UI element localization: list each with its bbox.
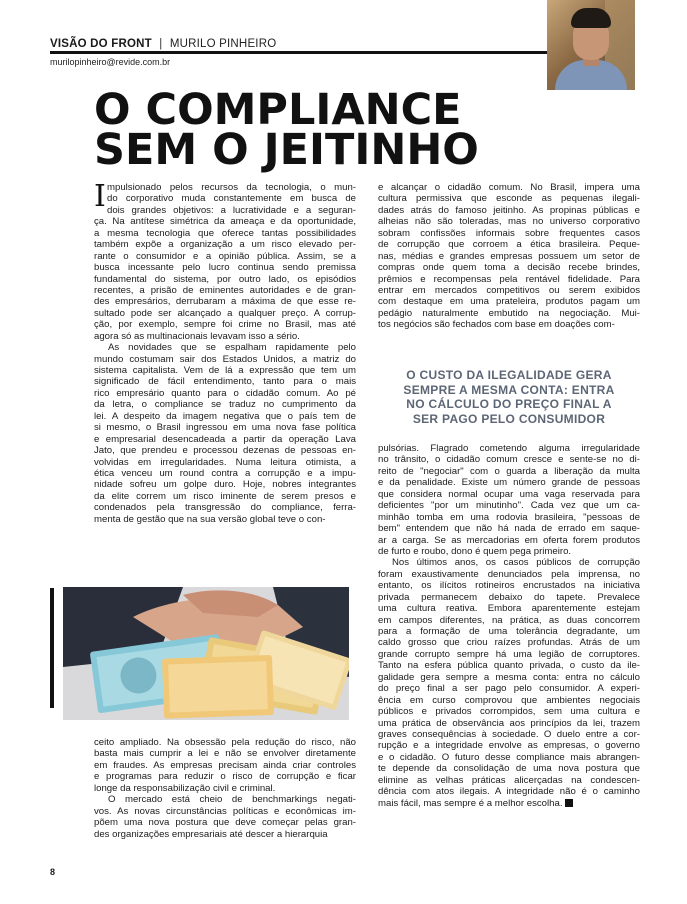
text-line: reito de "negociar" com o guarda a liberação da multa [378, 465, 640, 477]
text-line: nas, médias e grandes empresas possuem um setor de [378, 250, 640, 262]
text-line: em campos diferentes, na prática, as duas concorrem [378, 614, 640, 626]
text-line: da elite correm um risco iminente de serem presos e [94, 490, 356, 502]
body-column-1 [94, 179, 356, 525]
text-line: ção, por exemplo, sempre foi crime no Brasil, mas até [94, 319, 356, 331]
pull-quote [378, 368, 640, 426]
header-separator: | [159, 38, 163, 50]
text-line: nidade sofreu um golpe duro. Hoje, nobres integrantes [94, 479, 356, 491]
text-line: mpulsionado pelos recursos da tecnologia, o mun- [107, 182, 356, 193]
text-line: si mesmo, o Brasil ingressou em uma nova fase política [94, 422, 356, 434]
text-line: vos. As novas circunstâncias políticas e econômicas im- [94, 805, 356, 817]
text-line: pulsórias. Flagrado cometendo alguma irregularidade [378, 443, 640, 454]
text-line: mais fácil, mas sempre é a melhor escolha. [378, 797, 563, 809]
text-line: entrar em mercados competitivos ou serem exibidos [378, 284, 640, 296]
text-line: menta de gestão que na sua versão global teve o con- [94, 513, 326, 525]
body-column-2 [378, 182, 640, 331]
text-line: e da penalidade. Existe um número grande de pessoas [378, 477, 640, 489]
text-line: graves consequências à sociedade. O duelo entre a cor- [378, 728, 640, 740]
pull-quote-line: O CUSTO DA ILEGALIDADE GERA [406, 368, 612, 382]
text-line: Nos últimos anos, os casos públicos de corrupção [392, 557, 640, 569]
text-line: do preço final a ser pago pelo consumidor. A experi- [378, 683, 640, 695]
text-line: sistema capitalista. Vem de lá a expressão que tem um [94, 365, 356, 376]
text-line: lei. A despeito da imagem negativa que o país tem de [94, 410, 356, 422]
end-mark-icon [565, 799, 573, 807]
image-accent-bar [50, 588, 54, 708]
text-line: mundo costumam sair dos Estados Unidos, a matriz do [94, 353, 356, 365]
text-line: que considera normal ocupar uma vaga reservada para [378, 488, 640, 500]
text-line: recentes, a prisão de eminentes autoridades e de gran- [94, 284, 356, 296]
text-line: compras onde quem toma a decisão recebe brindes, [378, 262, 640, 274]
text-line: a mesma tecnologia que oferece tantas possibilidades [94, 227, 356, 239]
text-line: des empresários, derrubaram a máxima de que esse re- [94, 296, 356, 308]
body-column-2-continued [378, 443, 640, 809]
drop-cap: I [94, 179, 106, 214]
body-column-1-continued [94, 737, 356, 840]
text-line: ética venceu um round contra a corrupção e a impu- [94, 467, 356, 479]
pull-quote-line: SER PAGO PELO CONSUMIDOR [412, 411, 606, 426]
text-line: e alcançar o cidadão comum. No Brasil, impera uma [378, 182, 640, 193]
text-line: volvidas em irregularidades. Numa leitura otimista, a [94, 456, 356, 468]
text-line: basta mais cumprir a lei e não se envolver diretamente [94, 748, 356, 760]
text-line: grande corrupto sempre há uma legião de corruptores. [378, 648, 640, 660]
text-line: ência em curso comprovou que ambientes negociais [378, 694, 640, 706]
text-line: públicos e privados corrompidos, sem uma cultura e [378, 706, 640, 718]
text-line: e programas para reduzir o risco de corrupção e ficar [94, 771, 356, 783]
text-line: significado de fácil entendimento, tanto para o mais [94, 376, 356, 388]
text-line: agora só as multinacionais levavam isso a sério. [94, 330, 300, 342]
text-line: foram exaustivamente denunciados pela imprensa, no [378, 568, 640, 580]
text-line: dência com atos ilegais. A integridade não é o caminho [378, 786, 640, 798]
text-line: As novidades que se espalham rapidamente pelo [108, 342, 356, 354]
text-line: busca incessante pelo lucro continua sendo premissa [94, 262, 356, 274]
text-line: caldo grosso que criou raízes profundas. Atrás de um [378, 637, 640, 649]
title-line-2: SEM O JEITINHO [94, 125, 479, 175]
text-line: rico empresário quanto para o cidadão comum. Ao pé [94, 387, 356, 399]
text-line: O mercado está cheio de benchmarkings negati- [108, 794, 356, 806]
text-line: te depende da consolidação de uma nova postura que [378, 763, 640, 775]
text-line: fundamental do sistema, por outro lado, os episódios [94, 273, 356, 285]
text-line: rupção e a integridade envolve as empresas, o governo [378, 740, 640, 752]
pull-quote-line: NO CÁLCULO DO PREÇO FINAL A [406, 397, 612, 411]
text-line: sultado pode ser alcançado a qualquer preço. A corrup- [94, 307, 356, 319]
page-number: 8 [50, 867, 56, 877]
text-line: condenados pela transgressão do compliance, ferra- [94, 502, 356, 514]
text-line: com destaque em uma prateleira, produtos pagam um [378, 296, 640, 308]
text-line: dades atrás do famoso jeitinho. As propinas públicas e [378, 204, 640, 216]
text-line: ceito ampliado. Na obsessão pela redução do risco, não [94, 737, 356, 748]
text-line: põem uma nova postura que deve começar pelas gran- [94, 817, 356, 829]
text-line: sobram confissões informais sobre frequentes casos [378, 227, 640, 239]
text-line: privada permanecem debaixo do tapete. Prevalece [378, 591, 640, 603]
text-line: de furto e roubo, dono é quem pega primeiro. [378, 545, 572, 557]
title-line-1: O COMPLIANCE [94, 85, 462, 135]
text-line: ar a carga. Se as mercadorias em oferta forem produtos [378, 534, 640, 546]
text-line: e o cidadão. O futuro desse compliance mais abrangen- [378, 751, 640, 763]
article-title [94, 85, 479, 175]
text-line: minhão tomba em uma rodovia brasileira, "pessoas de [378, 511, 640, 523]
text-line: também expõe a organização a um risco elevado per- [94, 239, 356, 251]
text-line: no trânsito, o cidadão comum cresce e sente-se no di- [378, 454, 640, 466]
text-line: do corporativo muda constantemente em busca de [107, 193, 356, 205]
text-line: tos negócios são fechados com base em doações com- [378, 319, 615, 331]
author-photo [547, 0, 635, 90]
text-line: rante o consumidor e a opinião pública. Assim, se a [94, 250, 356, 262]
text-line: cultura permissiva que esconde as pequenas ilegali- [378, 193, 640, 205]
text-line: alheias não são toleradas, mas no universo corporativo [378, 216, 640, 228]
text-line: prêmios e recompensas pela rentável fidelidade. Para [378, 273, 640, 285]
header-rule [50, 51, 547, 54]
author-email: murilopinheiro@revide.com.br [50, 57, 171, 67]
column-header [50, 38, 276, 50]
text-line: galidade gera sempre a mesma conta: entra no cálculo [378, 671, 640, 683]
text-line: pedágio naturalmente embutido na negociação. Mui- [378, 307, 640, 319]
text-line: para a formação de uma tolerância degradante, um [378, 626, 640, 637]
text-line: entanto, os ilícitos rotineiros encrustados na iniciativa [378, 580, 640, 592]
section-name: VISÃO DO FRONT [50, 38, 152, 50]
text-line: uma prática de observância aos princípios da lei, trazem [378, 717, 640, 729]
text-line: bem" entendem que não há nada de errado em saque- [378, 523, 640, 535]
text-line: e empresarial desencadeada a partir da operação Lava [94, 433, 356, 445]
text-line: des organizações empresariais até descer a hierarquia [94, 828, 328, 840]
text-line: deficientes "por um minutinho". Cada vez que um ca- [378, 500, 640, 512]
text-line: de corrupção que corroem a ética brasileira. Peque- [378, 239, 640, 251]
text-line: uma cultura reativa. Embora aparentemente estejam [378, 603, 640, 615]
pull-quote-line: SEMPRE A MESMA CONTA: ENTRA [403, 382, 615, 397]
text-line: Jato, que prendeu e processou dezenas de pessoas en- [94, 445, 356, 457]
banknotes-illustration [63, 587, 349, 720]
text-line: elimine as velhas práticas alicerçadas na condescen- [378, 774, 640, 786]
text-line: dois grandes objetivos: a lucratividade e a seguran- [107, 204, 356, 216]
author-name: MURILO PINHEIRO [169, 38, 277, 50]
text-line: da letra, o compliance se traduz no cumprimento da [94, 399, 356, 411]
banknotes-photo [63, 587, 349, 720]
text-line: ça. Na antítese simétrica da ameaça e da oportunidade, [94, 216, 356, 228]
text-line: longe da responsabilização civil e criminal. [94, 782, 276, 794]
text-line: em fraudes. As empresas precisam ainda criar controles [94, 759, 356, 771]
text-line: Tanto na esfera pública quanto privada, o custo da ile- [378, 660, 640, 672]
